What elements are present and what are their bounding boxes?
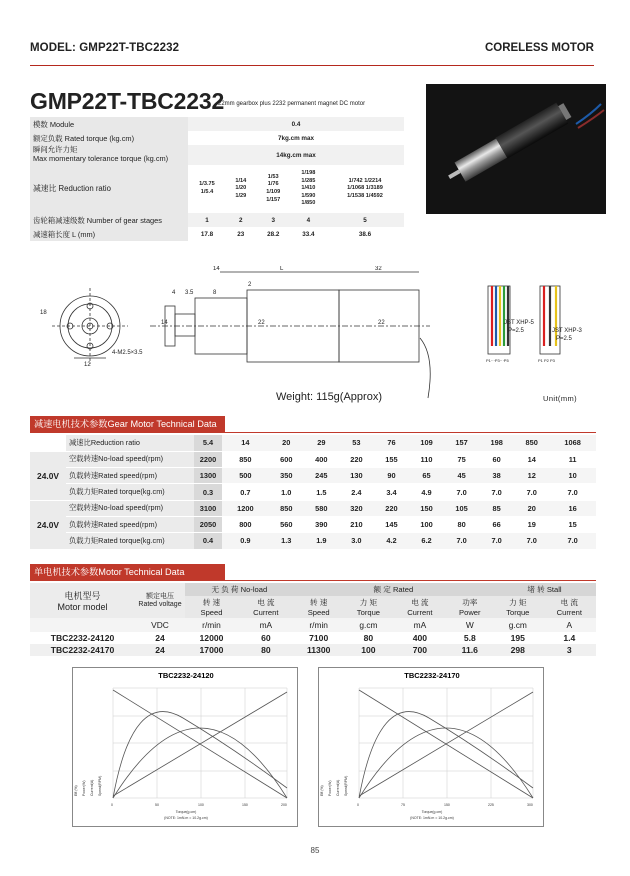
connector-pitch: P=2.5	[556, 336, 572, 342]
dim-label: 2	[248, 282, 252, 288]
gear-cell: 11	[549, 451, 596, 467]
gear-cell: 130	[339, 468, 374, 484]
gear-cell: 66	[479, 516, 514, 532]
ratio-cell: 20	[269, 435, 304, 451]
gear-cell: 75	[444, 451, 479, 467]
gear-cell: 7.0	[479, 533, 514, 549]
performance-curve-1	[72, 667, 298, 827]
dim-label: 4-M2.5×3.5	[112, 350, 143, 356]
motor-data-row	[30, 632, 596, 644]
gear-cell: 6.2	[409, 533, 444, 549]
rated-header: 额 定 Rated	[294, 583, 493, 596]
gear-cell: 560	[269, 516, 304, 532]
motor-cell: 5.8	[463, 633, 476, 643]
motor-cell: 400	[412, 633, 428, 643]
model-subtitle: 22mm gearbox plus 2232 permanent magnet DC motor	[218, 101, 366, 107]
gear-cell: 580	[304, 500, 339, 516]
motor-cell: 700	[393, 644, 446, 656]
col-header	[344, 596, 394, 618]
spec-row-length	[30, 227, 404, 241]
col-header-en: Torque	[506, 608, 530, 617]
motor-cell: 11.6	[447, 644, 493, 656]
curve-ylabel: Current(A)	[90, 779, 94, 796]
col-header-cn: 功率	[462, 598, 478, 607]
page-number: 85	[310, 846, 320, 855]
gear-table	[30, 435, 596, 550]
ratio-cell: 109	[409, 435, 444, 451]
ratio-cell: 5.4	[194, 435, 222, 451]
gear-cell: 2200	[194, 451, 222, 467]
gear-cell: 245	[304, 468, 339, 484]
connector-pitch: P=2.5	[508, 328, 524, 334]
connector-label: JST XHP-3	[552, 328, 582, 334]
model-title: GMP22T-TBC2232	[30, 88, 225, 114]
unit-cell: g.cm	[344, 618, 394, 632]
gear-row-label: 负载转速Rated speed(rpm)	[66, 516, 194, 532]
col-header-en: Current	[407, 608, 433, 617]
gear-row-label: 空载转速No-load speed(rpm)	[66, 500, 194, 516]
voltage-header-en: Rated voltage	[138, 600, 182, 608]
gear-row	[30, 468, 596, 484]
weight-label: Weight: 115g(Approx)	[276, 391, 382, 403]
col-header	[543, 596, 596, 618]
gear-cell: 15	[549, 516, 596, 532]
motor-cell: 80	[363, 633, 374, 643]
spec-label: 减速比 Reduction ratio	[30, 165, 188, 213]
gear-cell: 350	[269, 468, 304, 484]
dim-label: 14	[213, 266, 220, 272]
curve-note: (NOTE: 1mN.m = 10.2g.cm)	[164, 816, 208, 820]
ratio-cell: 29	[304, 435, 339, 451]
gear-cell: 800	[222, 516, 269, 532]
length-cell: 28.2	[267, 230, 280, 238]
dim-label: 3.5	[185, 290, 194, 296]
gear-cell: 210	[339, 516, 374, 532]
dim-label: 4	[172, 290, 176, 296]
gear-cell: 7.0	[479, 484, 514, 500]
curve-xtick: 50	[155, 803, 159, 807]
motor-cell: 195	[510, 633, 525, 643]
gear-cell: 12	[514, 468, 549, 484]
gear-cell: 1.9	[304, 533, 339, 549]
stage-cell: 4	[291, 213, 326, 227]
gear-row-label: 负载力矩Rated torque(kg.cm)	[66, 484, 194, 500]
stage-cell: 1	[188, 213, 226, 227]
spec-value: 14kg.cm max	[188, 145, 404, 165]
gear-cell: 7.0	[444, 533, 479, 549]
length-cell: 33.4	[302, 230, 315, 238]
gear-cell: 14	[514, 451, 549, 467]
dim-label: 22	[258, 320, 265, 326]
section-divider	[30, 580, 596, 581]
curve-ylabel: Current(A)	[336, 779, 340, 796]
gear-cell: 20	[514, 500, 549, 516]
header-divider	[30, 65, 594, 66]
col-header	[393, 596, 446, 618]
col-header-en: Speed	[307, 608, 330, 617]
motor-cell: 17000	[185, 644, 238, 656]
performance-curve-2	[318, 667, 544, 827]
gear-cell: 0.3	[194, 484, 222, 500]
dim-label: 18	[40, 310, 47, 316]
motor-cell: 12000	[199, 633, 224, 643]
model-header-cn: 电机型号	[64, 591, 101, 601]
gear-row	[30, 500, 596, 516]
section-divider	[30, 432, 596, 433]
gear-cell: 1.0	[269, 484, 304, 500]
gear-cell: 320	[339, 500, 374, 516]
gear-cell: 1200	[222, 500, 269, 516]
reduction-cell: 1/3.75 1/5.4	[199, 181, 215, 195]
motor-cell: 100	[344, 644, 394, 656]
dim-label: 22	[378, 320, 385, 326]
gear-cell: 90	[374, 468, 409, 484]
gear-cell: 110	[409, 451, 444, 467]
ratio-cell: 198	[479, 435, 514, 451]
gear-cell: 1.3	[269, 533, 304, 549]
length-cell: 17.8	[200, 230, 214, 238]
curve-xtick: 150	[242, 803, 248, 807]
model-header-en: Motor model	[57, 602, 108, 612]
curve-ylabel: Power(W)	[328, 780, 332, 796]
model-header	[30, 583, 135, 618]
col-header	[294, 596, 344, 618]
spec-label-cn: 瞬间允许力矩	[33, 145, 78, 155]
curve-xlabel: Torque(g.cm)	[421, 810, 443, 814]
connector-pins: P1···P3···P5	[486, 358, 509, 363]
length-cell: 23	[237, 230, 245, 238]
gear-cell: 10	[549, 468, 596, 484]
spec-value: 7kg.cm max	[277, 134, 315, 142]
motor-cell: 298	[493, 644, 543, 656]
gear-cell: 600	[269, 451, 304, 467]
reduction-cell: 1/53 1/76 1/109 1/157	[266, 173, 281, 203]
voltage-header	[135, 583, 185, 618]
gear-cell: 80	[444, 516, 479, 532]
motor-table	[30, 583, 596, 656]
motor-cell: 24	[155, 633, 165, 643]
curve-title: TBC2232-24120	[158, 671, 214, 680]
gear-cell: 150	[409, 500, 444, 516]
connector-label: JST XHP-5	[504, 320, 534, 326]
curve-ylabel: Eff.(%)	[320, 785, 324, 796]
gear-cell: 390	[304, 516, 339, 532]
motor-unit-row	[30, 618, 596, 632]
length-cell: 38.6	[358, 230, 372, 238]
unit-cell: r/min	[294, 618, 344, 632]
col-header-cn: 电 流	[411, 598, 429, 607]
stage-cell: 2	[226, 213, 256, 227]
col-header-cn: 转 速	[202, 598, 221, 607]
col-header-cn: 力 矩	[509, 598, 527, 607]
gear-cell: 1300	[194, 468, 222, 484]
gear-cell: 400	[304, 451, 339, 467]
gear-row	[30, 451, 596, 467]
gear-cell: 145	[374, 516, 409, 532]
motor-cell: 3	[543, 644, 596, 656]
gear-row	[30, 533, 596, 549]
gear-cell: 3.0	[339, 533, 374, 549]
voltage-cell: 24.0V	[30, 500, 66, 549]
curve-xlabel: Torque(g.cm)	[175, 810, 197, 814]
gear-cell: 500	[222, 468, 269, 484]
col-header	[238, 596, 294, 618]
motor-data-row	[30, 644, 596, 656]
gear-row	[30, 516, 596, 532]
gear-ratio-label: 减速比Reduction ratio	[66, 435, 194, 451]
col-header-cn: 电 流	[257, 598, 275, 607]
spec-label: 额定负载 Rated torque (kg.cm)	[30, 131, 188, 145]
header-category: CORELESS MOTOR	[484, 42, 594, 54]
curve-ylabel: Speed(RPM)	[98, 775, 102, 796]
unit-cell: r/min	[185, 618, 238, 632]
col-header	[493, 596, 543, 618]
col-header	[447, 596, 493, 618]
gear-cell: 0.9	[222, 533, 269, 549]
gear-row-label: 负载力矩Rated torque(kg.cm)	[66, 533, 194, 549]
dim-label: L	[280, 266, 284, 272]
spec-row-stages	[30, 213, 404, 227]
gear-row-label: 负载转速Rated speed(rpm)	[66, 468, 194, 484]
motor-section-title: 单电机技术参数Motor Technical Data	[30, 564, 225, 580]
gear-cell: 1.5	[304, 484, 339, 500]
gear-cell: 220	[339, 451, 374, 467]
unit-cell: VDC	[135, 618, 185, 632]
col-header-en: Speed	[200, 608, 223, 617]
header-model-label: MODEL: GMP22T-TBC2232	[30, 42, 180, 54]
gear-cell: 105	[444, 500, 479, 516]
col-header-en: Current	[556, 608, 582, 617]
gear-cell: 2050	[194, 516, 222, 532]
col-header	[185, 596, 238, 618]
col-header-cn: 转 速	[310, 598, 328, 607]
gear-cell: 60	[479, 451, 514, 467]
gear-cell: 7.0	[514, 533, 549, 549]
connector-pins: P1 P2 P3	[538, 358, 555, 363]
unit-cell: mA	[238, 618, 294, 632]
ratio-cell: 14	[222, 435, 269, 451]
spec-row-module	[30, 117, 404, 131]
curve-xtick: 300	[527, 803, 533, 807]
curve-ylabel: Speed(RPM)	[344, 775, 348, 796]
gear-cell: 85	[479, 500, 514, 516]
ratio-cell: 850	[514, 435, 549, 451]
gear-cell: 4.9	[409, 484, 444, 500]
curve-title: TBC2232-24170	[404, 671, 460, 680]
voltage-header-cn: 额定电压	[146, 592, 174, 600]
gear-section-title: 减速电机技术参数Gear Motor Technical Data	[30, 416, 225, 432]
motor-cell: 24	[135, 644, 185, 656]
unit-cell: A	[543, 618, 596, 632]
motor-cell: TBC2232-24170	[30, 644, 135, 656]
dim-label: 12	[84, 362, 91, 368]
col-header-cn: 电 流	[560, 598, 578, 607]
gear-ratio-row	[30, 435, 596, 451]
curve-xtick: 100	[198, 803, 204, 807]
dim-label: 8	[213, 290, 217, 296]
curve-ylabel: Eff.(%)	[74, 785, 78, 796]
spec-row-reduction	[30, 165, 404, 213]
curve-xtick: 75	[401, 803, 405, 807]
ratio-cell: 157	[444, 435, 479, 451]
unit-cell: mA	[393, 618, 446, 632]
reduction-cell: 1/198 1/285 1/410 1/590 1/850	[301, 170, 316, 207]
spec-label: 齿轮箱减速级数 Number of gear stages	[30, 213, 188, 227]
gear-cell: 3.4	[374, 484, 409, 500]
col-header-en: Power	[459, 608, 481, 617]
stage-cell: 5	[326, 213, 404, 227]
unit-label: Unit(mm)	[543, 394, 578, 403]
gear-cell: 850	[269, 500, 304, 516]
gear-cell: 7.0	[514, 484, 549, 500]
gear-cell: 7.0	[549, 484, 596, 500]
gear-cell: 45	[444, 468, 479, 484]
gear-cell: 4.2	[374, 533, 409, 549]
stage-cell: 3	[256, 213, 291, 227]
gear-cell: 7.0	[444, 484, 479, 500]
curve-xtick: 0	[111, 803, 113, 807]
gear-cell: 100	[409, 516, 444, 532]
spec-label: 减速箱长度 L (mm)	[30, 227, 188, 241]
unit-cell: W	[447, 618, 493, 632]
spec-value: 0.4	[188, 117, 404, 131]
curve-xtick: 225	[488, 803, 494, 807]
spec-label-en: Max momentary tolerance torque (kg.cm)	[33, 154, 169, 163]
gear-cell: 65	[409, 468, 444, 484]
gear-cell: 7.0	[549, 533, 596, 549]
motor-cell: 1.4	[563, 633, 576, 643]
gear-cell: 850	[222, 451, 269, 467]
curve-xtick: 200	[281, 803, 287, 807]
gear-row	[30, 484, 596, 500]
reduction-cell: 1/14 1/20 1/29	[235, 177, 247, 199]
curve-xtick: 150	[444, 803, 450, 807]
noload-header: 无 负 荷 No-load	[185, 583, 294, 596]
dim-label: 14	[161, 320, 168, 326]
gear-row-label: 空载转速No-load speed(rpm)	[66, 451, 194, 467]
gear-cell: 3100	[194, 500, 222, 516]
ratio-cell: 1068	[549, 435, 596, 451]
unit-cell: g.cm	[493, 618, 543, 632]
spec-table	[30, 117, 404, 241]
col-header-cn: 力 矩	[359, 598, 378, 607]
gear-cell: 19	[514, 516, 549, 532]
curve-note: (NOTE: 1mN.m = 10.2g.cm)	[410, 816, 454, 820]
dim-label: 32	[375, 266, 382, 272]
ratio-cell: 76	[374, 435, 409, 451]
spec-label	[30, 145, 188, 165]
curve-xtick: 0	[357, 803, 359, 807]
product-photo	[426, 84, 606, 214]
technical-drawing	[30, 266, 630, 406]
spec-label: 模数 Module	[30, 117, 188, 131]
curve-ylabel: Power(W)	[82, 780, 86, 796]
gear-cell: 2.4	[339, 484, 374, 500]
gear-cell: 0.7	[222, 484, 269, 500]
gear-cell: 155	[374, 451, 409, 467]
gear-cell: 16	[549, 500, 596, 516]
col-header-en: Torque	[356, 608, 381, 617]
voltage-cell: 24.0V	[30, 451, 66, 500]
stall-header: 堵 转 Stall	[493, 583, 596, 596]
gear-cell: 38	[479, 468, 514, 484]
col-header-en: Current	[253, 608, 279, 617]
reduction-cell: 1/742 1/2214 1/1068 1/3189 1/1538 1/4592	[347, 177, 383, 199]
ratio-cell: 53	[339, 435, 374, 451]
motor-cell: 60	[261, 633, 271, 643]
spec-row-max-torque	[30, 145, 404, 165]
motor-cell: 7100	[309, 633, 329, 643]
motor-header-row	[30, 583, 596, 596]
motor-cell: TBC2232-24120	[50, 633, 115, 643]
motor-cell: 80	[238, 644, 294, 656]
motor-cell: 11300	[294, 644, 344, 656]
gear-cell: 220	[374, 500, 409, 516]
spec-row-rated-torque	[30, 131, 404, 145]
gear-cell: 0.4	[194, 533, 222, 549]
